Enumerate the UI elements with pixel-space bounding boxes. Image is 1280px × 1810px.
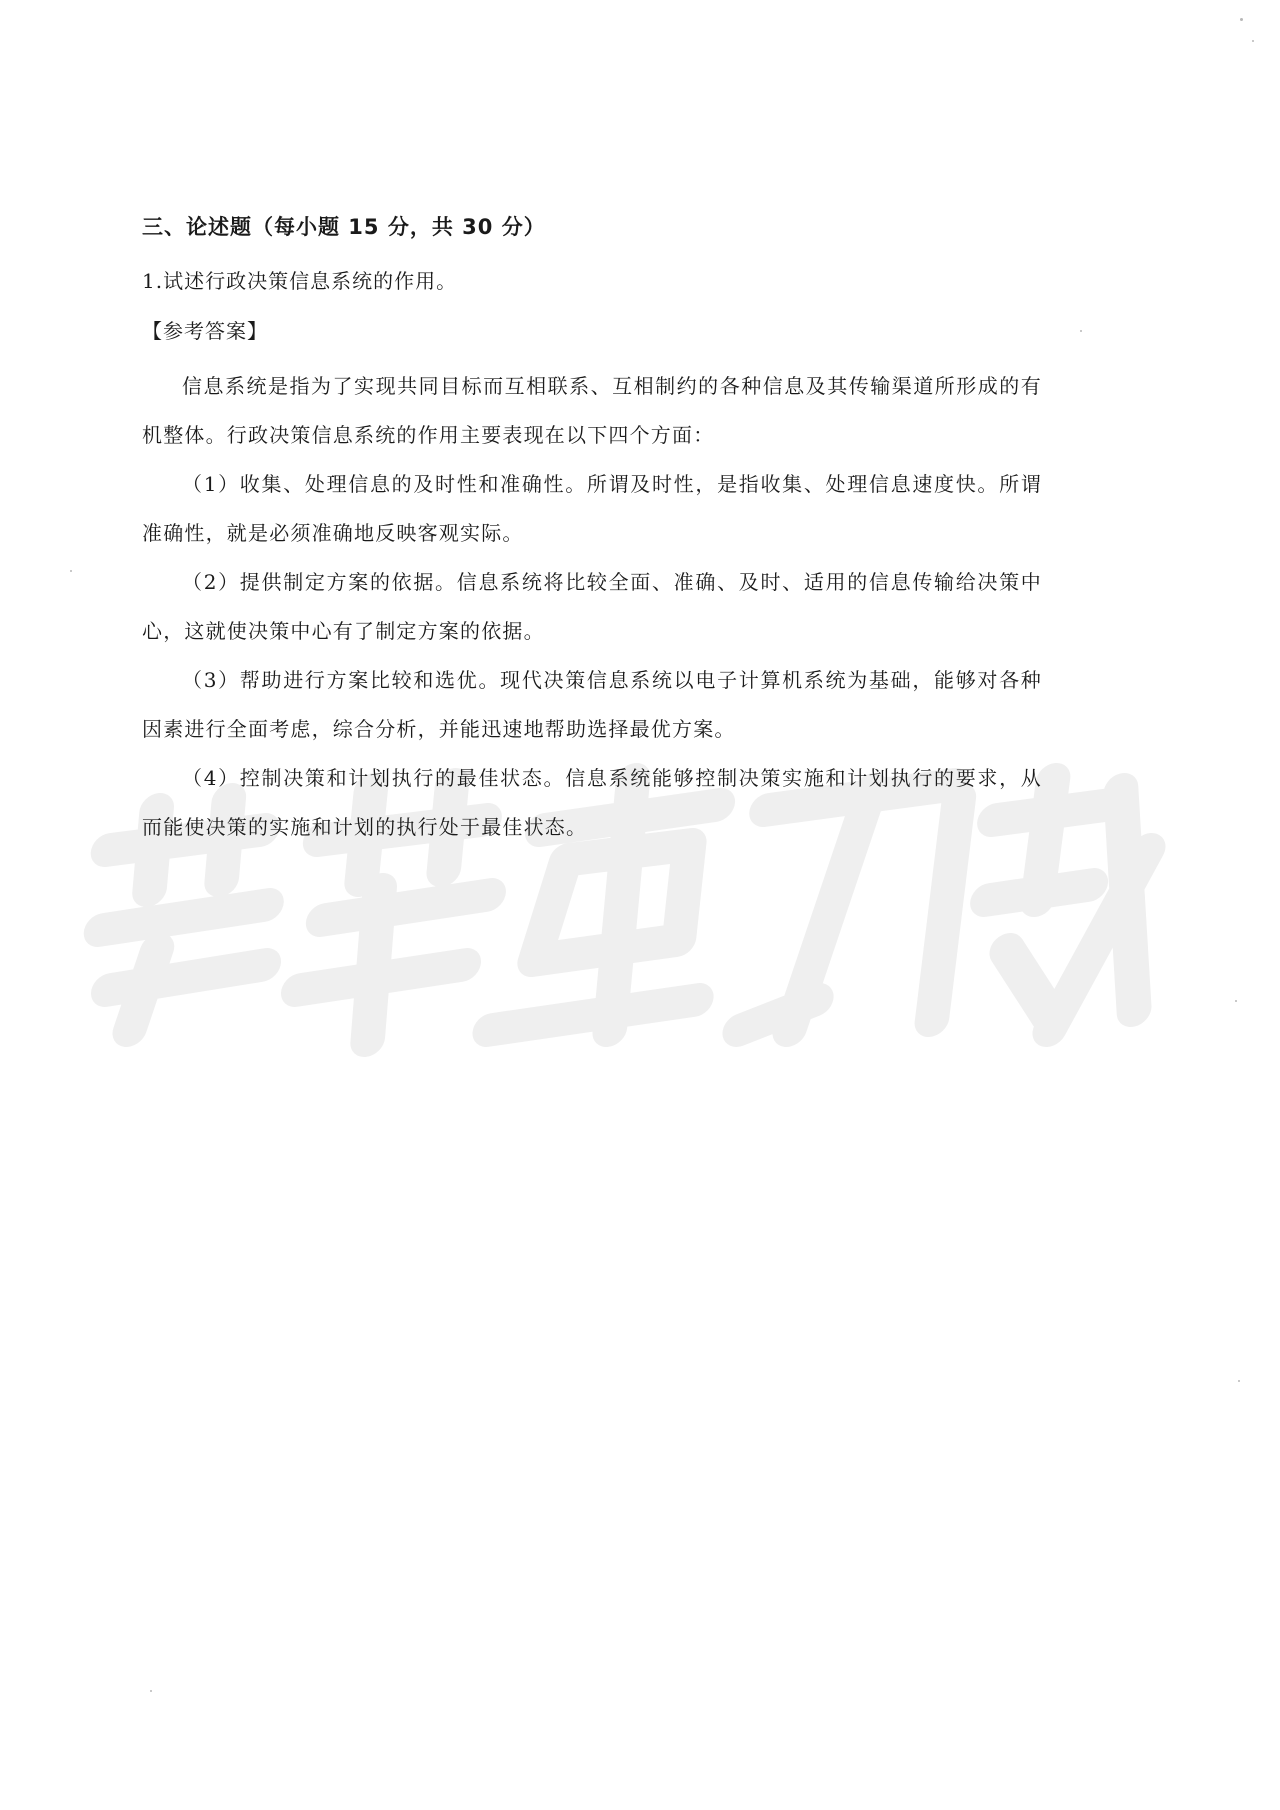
section-title: 三、论述题（每小题 15 分，共 30 分） [142, 215, 546, 239]
answer-paragraph-1: （1）收集、处理信息的及时性和准确性。所谓及时性，是指收集、处理信息速度快。所谓准确性，就是必须准确地反映客观实际。 [142, 472, 1042, 545]
question-text: 1.试述行政决策信息系统的作用。 [142, 269, 458, 293]
answer-paragraph-2: （2）提供制定方案的依据。信息系统将比较全面、准确、及时、适用的信息传输给决策中心，这就使决策中心有了制定方案的依据。 [142, 570, 1042, 643]
scan-speck [1080, 330, 1082, 332]
scan-speck [1240, 18, 1243, 21]
answer-paragraph-3: （3）帮助进行方案比较和选优。现代决策信息系统以电子计算机系统为基础，能够对各种因素进行全面考虑，综合分析，并能迅速地帮助选择最优方案。 [142, 668, 1042, 741]
scan-speck [1252, 40, 1254, 42]
answer-paragraph-4: （4）控制决策和计划执行的最佳状态。信息系统能够控制决策实施和计划执行的要求，从而能使决策的实施和计划的执行处于最佳状态。 [142, 766, 1042, 839]
answer-paragraph-intro: 信息系统是指为了实现共同目标而互相联系、互相制约的各种信息及其传输渠道所形成的有机整体。行政决策信息系统的作用主要表现在以下四个方面： [142, 374, 1042, 447]
answer-label: 【参考答案】 [142, 319, 268, 343]
scan-speck [1235, 1000, 1237, 1002]
scan-speck [70, 570, 72, 572]
main-content [142, 212, 1042, 852]
scan-speck [150, 1690, 152, 1692]
scan-speck [1238, 1380, 1240, 1382]
